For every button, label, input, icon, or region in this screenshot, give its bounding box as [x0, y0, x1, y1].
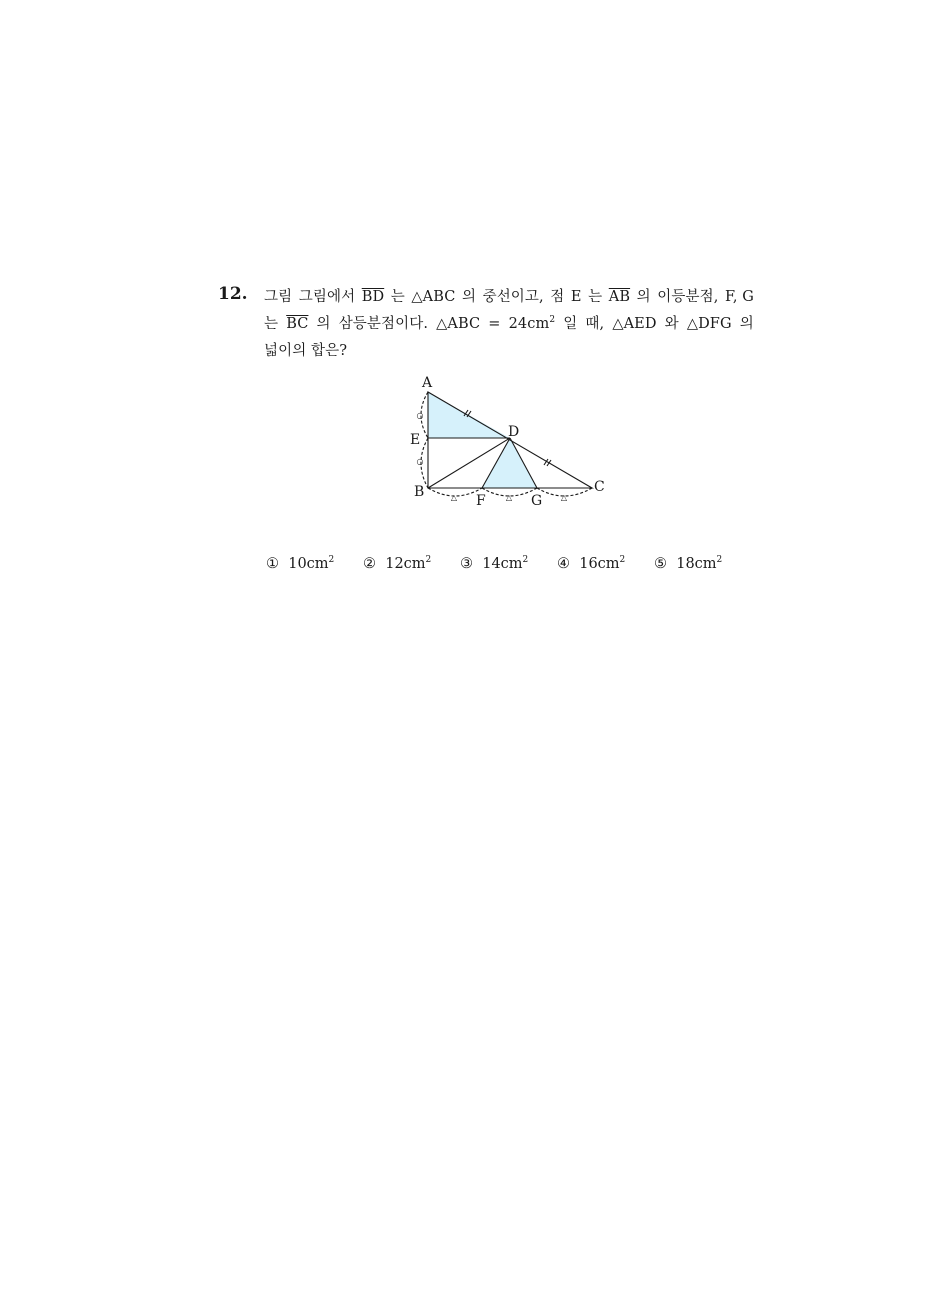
circle-mark-eb: ○	[416, 457, 424, 466]
word: 는	[264, 316, 279, 332]
choice-value: 18cm	[676, 556, 717, 572]
label-e: E	[410, 432, 421, 448]
triangle-mark-gc: △	[560, 493, 568, 502]
word: 때,	[585, 316, 605, 332]
word: 그림에서	[298, 289, 356, 305]
triangle-dfg: △DFG	[686, 316, 732, 332]
choice-number: ①	[266, 556, 279, 572]
label-b: B	[414, 484, 425, 500]
choice-exponent: 2	[522, 555, 529, 565]
choice-exponent: 2	[328, 555, 335, 565]
word: 와	[664, 316, 679, 332]
word: 이등분점,	[657, 289, 719, 305]
question-number: 12.	[218, 284, 248, 304]
choice-number: ④	[557, 556, 570, 572]
word: 의	[636, 289, 651, 305]
choice-exponent: 2	[425, 555, 432, 565]
choice-number: ②	[363, 556, 376, 572]
choice-exponent: 2	[716, 555, 723, 565]
label-d: D	[508, 424, 520, 440]
word: 일	[563, 316, 578, 332]
label-g: G	[531, 493, 543, 509]
word: 의	[739, 316, 754, 332]
segment-bd: $\overline{BD}$	[361, 289, 385, 305]
triangle-mark-bf: △	[450, 493, 458, 502]
question-line-1	[264, 284, 754, 311]
triangle-figure	[400, 372, 620, 512]
triangle-aed: △AED	[612, 316, 657, 332]
choice-value: 14cm	[482, 556, 523, 572]
triangle-abc: △ABC	[411, 289, 456, 305]
word: 점	[550, 289, 565, 305]
word: 는	[390, 289, 405, 305]
choice-3[interactable]	[460, 556, 528, 572]
area-value-text: 24cm	[508, 316, 550, 332]
points-fg: F, G	[724, 289, 754, 305]
circle-mark-ae: ○	[416, 411, 424, 420]
choice-4[interactable]	[557, 556, 625, 572]
word: 중선이고,	[482, 289, 544, 305]
triangle-abc: △ABC	[436, 316, 481, 332]
choice-number: ③	[460, 556, 473, 572]
choice-number: ⑤	[654, 556, 667, 572]
area-value	[509, 311, 556, 338]
word: 삼등분점이다.	[338, 316, 429, 332]
label-c: C	[594, 479, 605, 495]
segment-ab: $\overline{AB}$	[608, 289, 631, 305]
choice-2[interactable]	[363, 556, 431, 572]
triangle-mark-fg: △	[505, 493, 513, 502]
label-a: A	[422, 375, 433, 391]
choice-1[interactable]	[266, 556, 334, 572]
choice-5[interactable]	[654, 556, 722, 572]
choice-value: 10cm	[288, 556, 329, 572]
shaded-triangle-dfg	[482, 438, 537, 488]
question-text	[264, 284, 754, 365]
segment-bc: $\overline{BC}$	[286, 316, 309, 332]
question-line-2	[264, 311, 754, 338]
tick-dc-2	[547, 460, 551, 466]
area-exponent: 2	[549, 315, 556, 325]
word: 의	[461, 289, 477, 305]
word: 의	[316, 316, 331, 332]
word: 는	[588, 289, 603, 305]
question-line-3: 넓이의 합은?	[264, 343, 348, 359]
word: 그림	[264, 289, 293, 305]
choice-exponent: 2	[619, 555, 626, 565]
equals-sign: =	[488, 316, 501, 332]
choice-value: 16cm	[579, 556, 620, 572]
choice-value: 12cm	[385, 556, 426, 572]
point-e: E	[570, 289, 582, 305]
label-f: F	[476, 493, 486, 509]
